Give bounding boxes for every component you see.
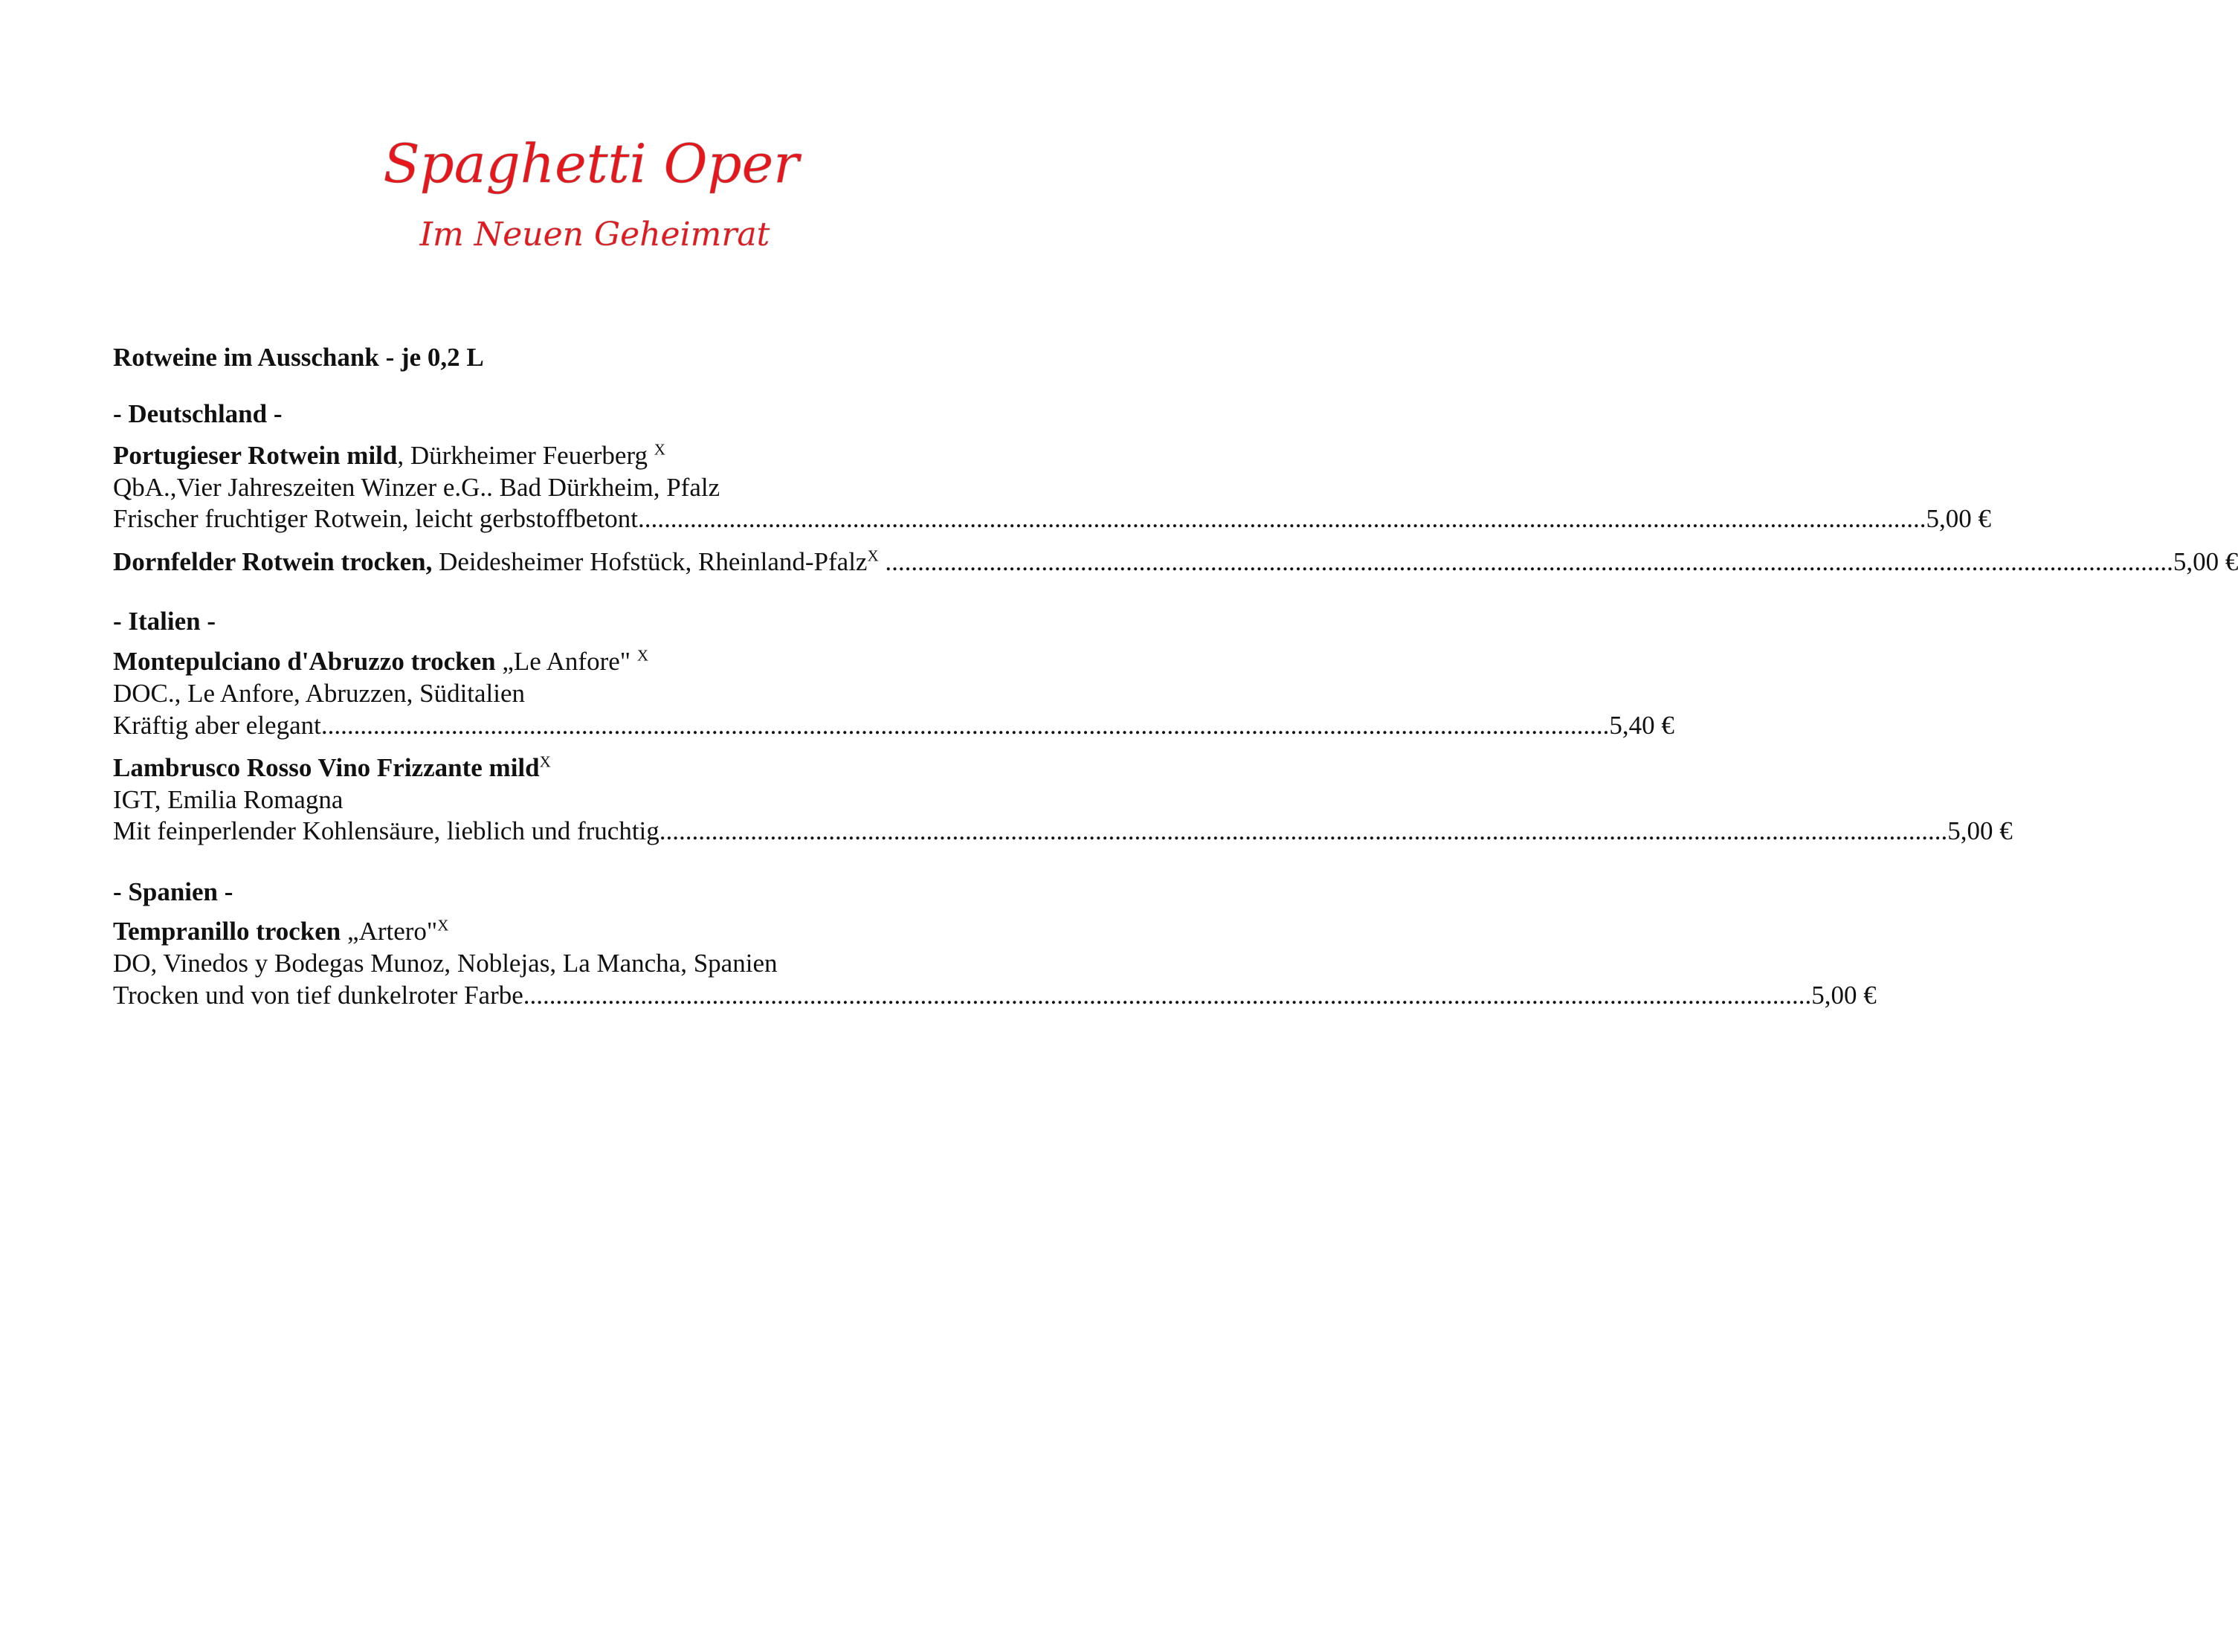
wine-lambrusco-origin: IGT, Emilia Romagna xyxy=(113,785,344,814)
page-title: Rotweine im Ausschank - je 0,2 L xyxy=(113,343,484,372)
restaurant-logo xyxy=(383,104,799,268)
wine-portugieser-title: Portugieser Rotwein mild, Dürkheimer Feuerberg $^X$ xyxy=(113,440,665,470)
section-heading-spanien: - Spanien - xyxy=(113,877,233,906)
wine-tempranillo-price-line: Trocken und von tief dunkelroter Farbe ..... 5,00 € xyxy=(113,980,1068,1011)
wine-tempranillo-title: Tempranillo trocken „Artero"$^X$ xyxy=(113,916,449,946)
wine-lambrusco-price-line: Mit feinperlender Kohlensäure, lieblich und fruchtig ..... 5,00 € xyxy=(113,816,1068,847)
wine-lambrusco-title: Lambrusco Rosso Vino Frizzante mild$^X$ xyxy=(113,752,551,782)
logo-line1: Spaghetti Oper xyxy=(383,132,799,195)
logo-line2: Im Neuen Geheimrat xyxy=(419,216,770,254)
wine-montepulciano-price-line: Kräftig aber elegant ..... 5,40 € xyxy=(113,710,1068,741)
wine-dornfelder-line: Dornfelder Rotwein trocken, Deidesheimer Hofstück, Rheinland-Pfalz$^X$ ..... 5,00 € xyxy=(113,546,1068,578)
wine-tempranillo-origin: DO, Vinedos y Bodegas Munoz, Noblejas, La Mancha, Spanien xyxy=(113,949,778,978)
wine-portugieser-price-line: Frischer fruchtiger Rotwein, leicht gerbstoffbetont ..... 5,00 € xyxy=(113,503,1068,535)
wine-montepulciano-title: Montepulciano d'Abruzzo trocken „Le Anfore" $^X$ xyxy=(113,646,648,676)
wine-portugieser-origin: QbA.,Vier Jahreszeiten Winzer e.G.. Bad Dürkheim, Pfalz xyxy=(113,473,720,502)
section-heading-deutschland: - Deutschland - xyxy=(113,399,283,428)
wine-montepulciano-origin: DOC., Le Anfore, Abruzzen, Süditalien xyxy=(113,679,526,708)
section-heading-italien: - Italien - xyxy=(113,607,216,636)
